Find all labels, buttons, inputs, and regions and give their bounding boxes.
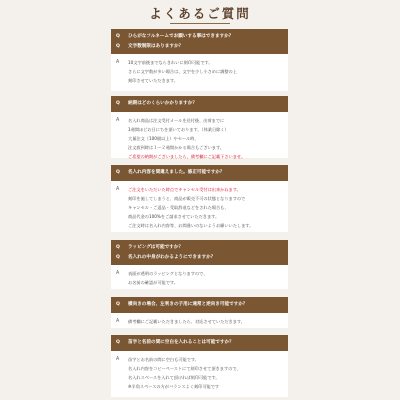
a-mark: A xyxy=(116,186,120,192)
q-mark: Q xyxy=(116,170,120,175)
answer-line: 苗字とお名前の間に空白も可能です。 xyxy=(128,356,199,362)
q-mark: Q xyxy=(116,101,120,106)
q-mark: Q xyxy=(116,302,120,307)
question-text: 文字数制限はありますか？ xyxy=(128,43,184,49)
faq-question xyxy=(111,165,288,181)
answer-line: 注文殺到時は１～２週間かかる場合もございます。 xyxy=(128,144,224,150)
q-mark: Q xyxy=(116,245,120,250)
faq-answer xyxy=(111,351,288,396)
q-mark: Q xyxy=(116,254,120,260)
question-text: ひらがなフルネームでお願いする事はできますか？ xyxy=(128,34,234,39)
faq-answer xyxy=(111,181,288,235)
answer-line: さらに文字数が多い場合は、文字を少し小さめに調整の上 xyxy=(128,69,237,74)
faq-question xyxy=(111,29,288,54)
answer-line: お名前の確認が可能です。 xyxy=(128,280,178,285)
faq-item-6 xyxy=(111,335,288,397)
answer-note-red: ご注文をいただいた時点でキャンセル受付は出来かねます。 xyxy=(128,186,241,192)
answer-line: 備考欄にご記載いただきましたら、対応させていただきます。 xyxy=(128,318,245,324)
answer-line: 1週間ほどお日にちを頂いております。（休業日除く） xyxy=(128,126,229,132)
faq-question xyxy=(111,240,288,265)
question-text: 横向きの場合、左利きの子用に通常と逆向き可能ですか？ xyxy=(128,302,248,307)
a-mark: A xyxy=(116,117,120,123)
faq-question xyxy=(111,335,288,351)
answer-note-red: ご希望の納期がございましたら、備考欄にご記載下さいませ。 xyxy=(128,153,246,159)
faq-item-4 xyxy=(111,240,288,289)
answer-line: 商品代金の100%をご請求させていただきます。 xyxy=(128,213,220,219)
question-text: ラッピングは可能ですか？ xyxy=(128,245,183,250)
title-underline xyxy=(170,23,230,24)
q-mark: Q xyxy=(116,340,120,345)
question-text: 名入れ内容を間違えました。修正可能ですか？ xyxy=(128,170,225,175)
faq-item-3 xyxy=(111,165,288,232)
answer-line: 刻印を施してしまうと、商品が販売不可の状態となりますので xyxy=(128,195,246,201)
answer-line: ※半角スペースの方がバランスよく刻印可能です xyxy=(128,383,220,389)
faq-item-5 xyxy=(111,297,288,328)
q-mark: Q xyxy=(116,34,120,39)
faq-answer xyxy=(111,313,288,331)
question-text: 納期はどのくらいかかりますか？ xyxy=(128,101,197,106)
answer-line: キャンセル・ご返品・受取辞退などをされた場合も、 xyxy=(128,204,229,210)
question-text: 苗字と名前の間に空白を入れることは可能ですか？ xyxy=(128,340,234,345)
faq-answer xyxy=(111,112,288,166)
faq-question xyxy=(111,297,288,313)
answer-line: 名入れ商品は注文受付メールを送付後、出荷までに xyxy=(128,117,225,123)
q-mark: Q xyxy=(116,43,120,49)
answer-line: 大量注文（100個以上）やセール時、 xyxy=(128,135,199,141)
answer-line: 刻印させていただきます。 xyxy=(128,78,178,83)
answer-line: 名入れスペースを入れて頂ければ刻印可能です。 xyxy=(128,374,220,380)
page-title: よくあるご質問 xyxy=(149,6,251,21)
a-mark: A xyxy=(116,318,120,324)
faq-item-1 xyxy=(111,29,288,91)
faq-answer xyxy=(111,265,288,292)
a-mark: A xyxy=(116,60,120,65)
answer-line: 10文字前後までならきれいに刻印可能です。 xyxy=(128,60,213,65)
faq-question xyxy=(111,96,288,112)
faq-answer xyxy=(111,54,288,90)
question-text: 名入れの中身がわかるようにできますか？ xyxy=(128,254,216,260)
answer-line: 表面が透明のラッピングとなりますので、 xyxy=(128,271,208,276)
answer-line: 名入れ内容をコピーペーストにて刻印させて頂きますので、 xyxy=(128,365,241,371)
answer-line: ご注文時は名入れ内容等、お間違いのないようお願いいたします。 xyxy=(128,222,254,228)
a-mark: A xyxy=(116,356,120,362)
a-mark: A xyxy=(116,271,120,276)
faq-item-2 xyxy=(111,96,288,158)
